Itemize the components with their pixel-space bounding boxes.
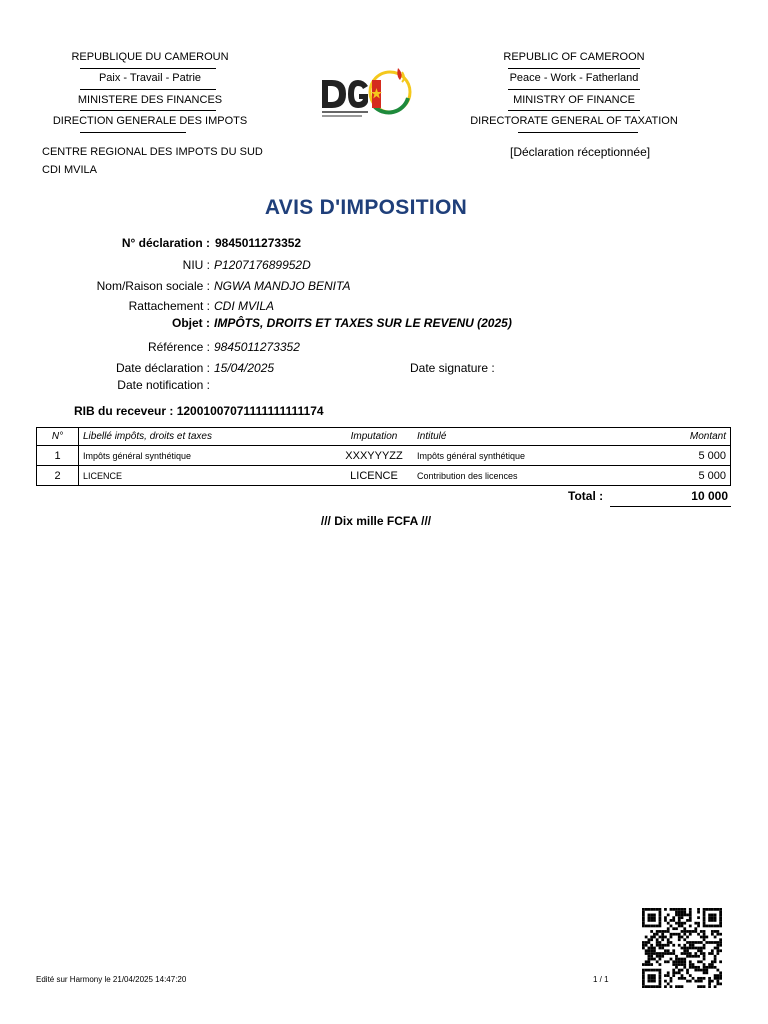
cdi-name: CDI MVILA	[42, 164, 98, 176]
cell-montant: 5 000	[642, 466, 731, 486]
header-left-line2: Paix - Travail - Patrie	[98, 72, 202, 84]
cell-imputation: XXXYYYZZ	[335, 446, 413, 466]
col-header-montant: Montant	[642, 428, 731, 446]
col-header-intitule: Intitulé	[413, 428, 642, 446]
col-header-libelle: Libellé impôts, droits et taxes	[79, 428, 336, 446]
status-badge: [Déclaration réceptionnée]	[510, 145, 651, 159]
tax-table	[36, 427, 731, 486]
total-value: 10 000	[691, 489, 728, 503]
declaration-value: 9845011273352	[215, 236, 302, 250]
rib-receveur: RIB du receveur : 12001007071111111111174	[74, 404, 324, 418]
page-number: 1 / 1	[593, 975, 609, 984]
table-header-row	[37, 428, 731, 446]
cell-montant: 5 000	[642, 446, 731, 466]
reference-value: 9845011273352	[214, 340, 300, 354]
cell-libelle: Impôts général synthétique	[79, 446, 336, 466]
date-declaration-value: 15/04/2025	[214, 361, 275, 375]
cell-intitule: Impôts général synthétique	[413, 446, 642, 466]
date-declaration-label: Date déclaration :	[115, 361, 210, 375]
table-row	[37, 446, 731, 466]
amount-in-words: /// Dix mille FCFA ///	[320, 514, 432, 528]
cell-no: 2	[37, 466, 79, 486]
declaration-label: N° déclaration :	[121, 236, 210, 250]
cell-imputation: LICENCE	[335, 466, 413, 486]
divider	[508, 110, 640, 111]
rattachement-label: Rattachement :	[128, 299, 210, 313]
nom-value: NGWA MANDJO BENITA	[214, 279, 351, 293]
divider	[80, 110, 216, 111]
dgi-logo-icon	[318, 62, 414, 126]
objet-label: Objet :	[172, 316, 210, 330]
nom-label: Nom/Raison sociale :	[96, 279, 210, 293]
total-underline	[610, 506, 731, 507]
cell-libelle: LICENCE	[79, 466, 336, 486]
date-notification-label: Date notification :	[117, 378, 210, 392]
header-left-line1: REPUBLIQUE DU CAMEROUN	[71, 51, 229, 63]
centre-regional: CENTRE REGIONAL DES IMPOTS DU SUD	[42, 146, 263, 158]
niu-label: NIU :	[182, 258, 210, 272]
divider	[80, 132, 186, 133]
table-row	[37, 466, 731, 486]
reference-label: Référence :	[147, 340, 210, 354]
page-title: AVIS D'IMPOSITION	[264, 196, 468, 219]
divider	[508, 68, 640, 69]
qr-code	[642, 908, 722, 988]
col-header-no: N°	[37, 428, 79, 446]
cell-intitule: Contribution des licences	[413, 466, 642, 486]
header-right-line2: Peace - Work - Fatherland	[509, 72, 639, 84]
niu-value: P120717689952D	[214, 258, 311, 272]
header-left-line4: DIRECTION GENERALE DES IMPOTS	[52, 115, 248, 127]
date-signature-label: Date signature :	[410, 361, 495, 375]
edited-timestamp: Edité sur Harmony le 21/04/2025 14:47:20	[36, 975, 187, 984]
divider	[508, 89, 640, 90]
header-right-line4: DIRECTORATE GENERAL OF TAXATION	[470, 115, 678, 127]
header-right-line3: MINISTRY OF FINANCE	[513, 94, 635, 106]
col-header-imputation: Imputation	[335, 428, 413, 446]
cell-no: 1	[37, 446, 79, 466]
total-label: Total :	[568, 489, 604, 503]
header-right-line1: REPUBLIC OF CAMEROON	[503, 51, 645, 63]
header-left-line3: MINISTERE DES FINANCES	[77, 94, 223, 106]
qr-code-icon	[642, 908, 722, 988]
objet-value: IMPÔTS, DROITS ET TAXES SUR LE REVENU (2025)	[214, 316, 512, 330]
divider	[80, 89, 216, 90]
rattachement-value: CDI MVILA	[214, 299, 275, 313]
divider	[80, 68, 216, 69]
divider	[518, 132, 638, 133]
dgi-logo	[318, 62, 414, 126]
